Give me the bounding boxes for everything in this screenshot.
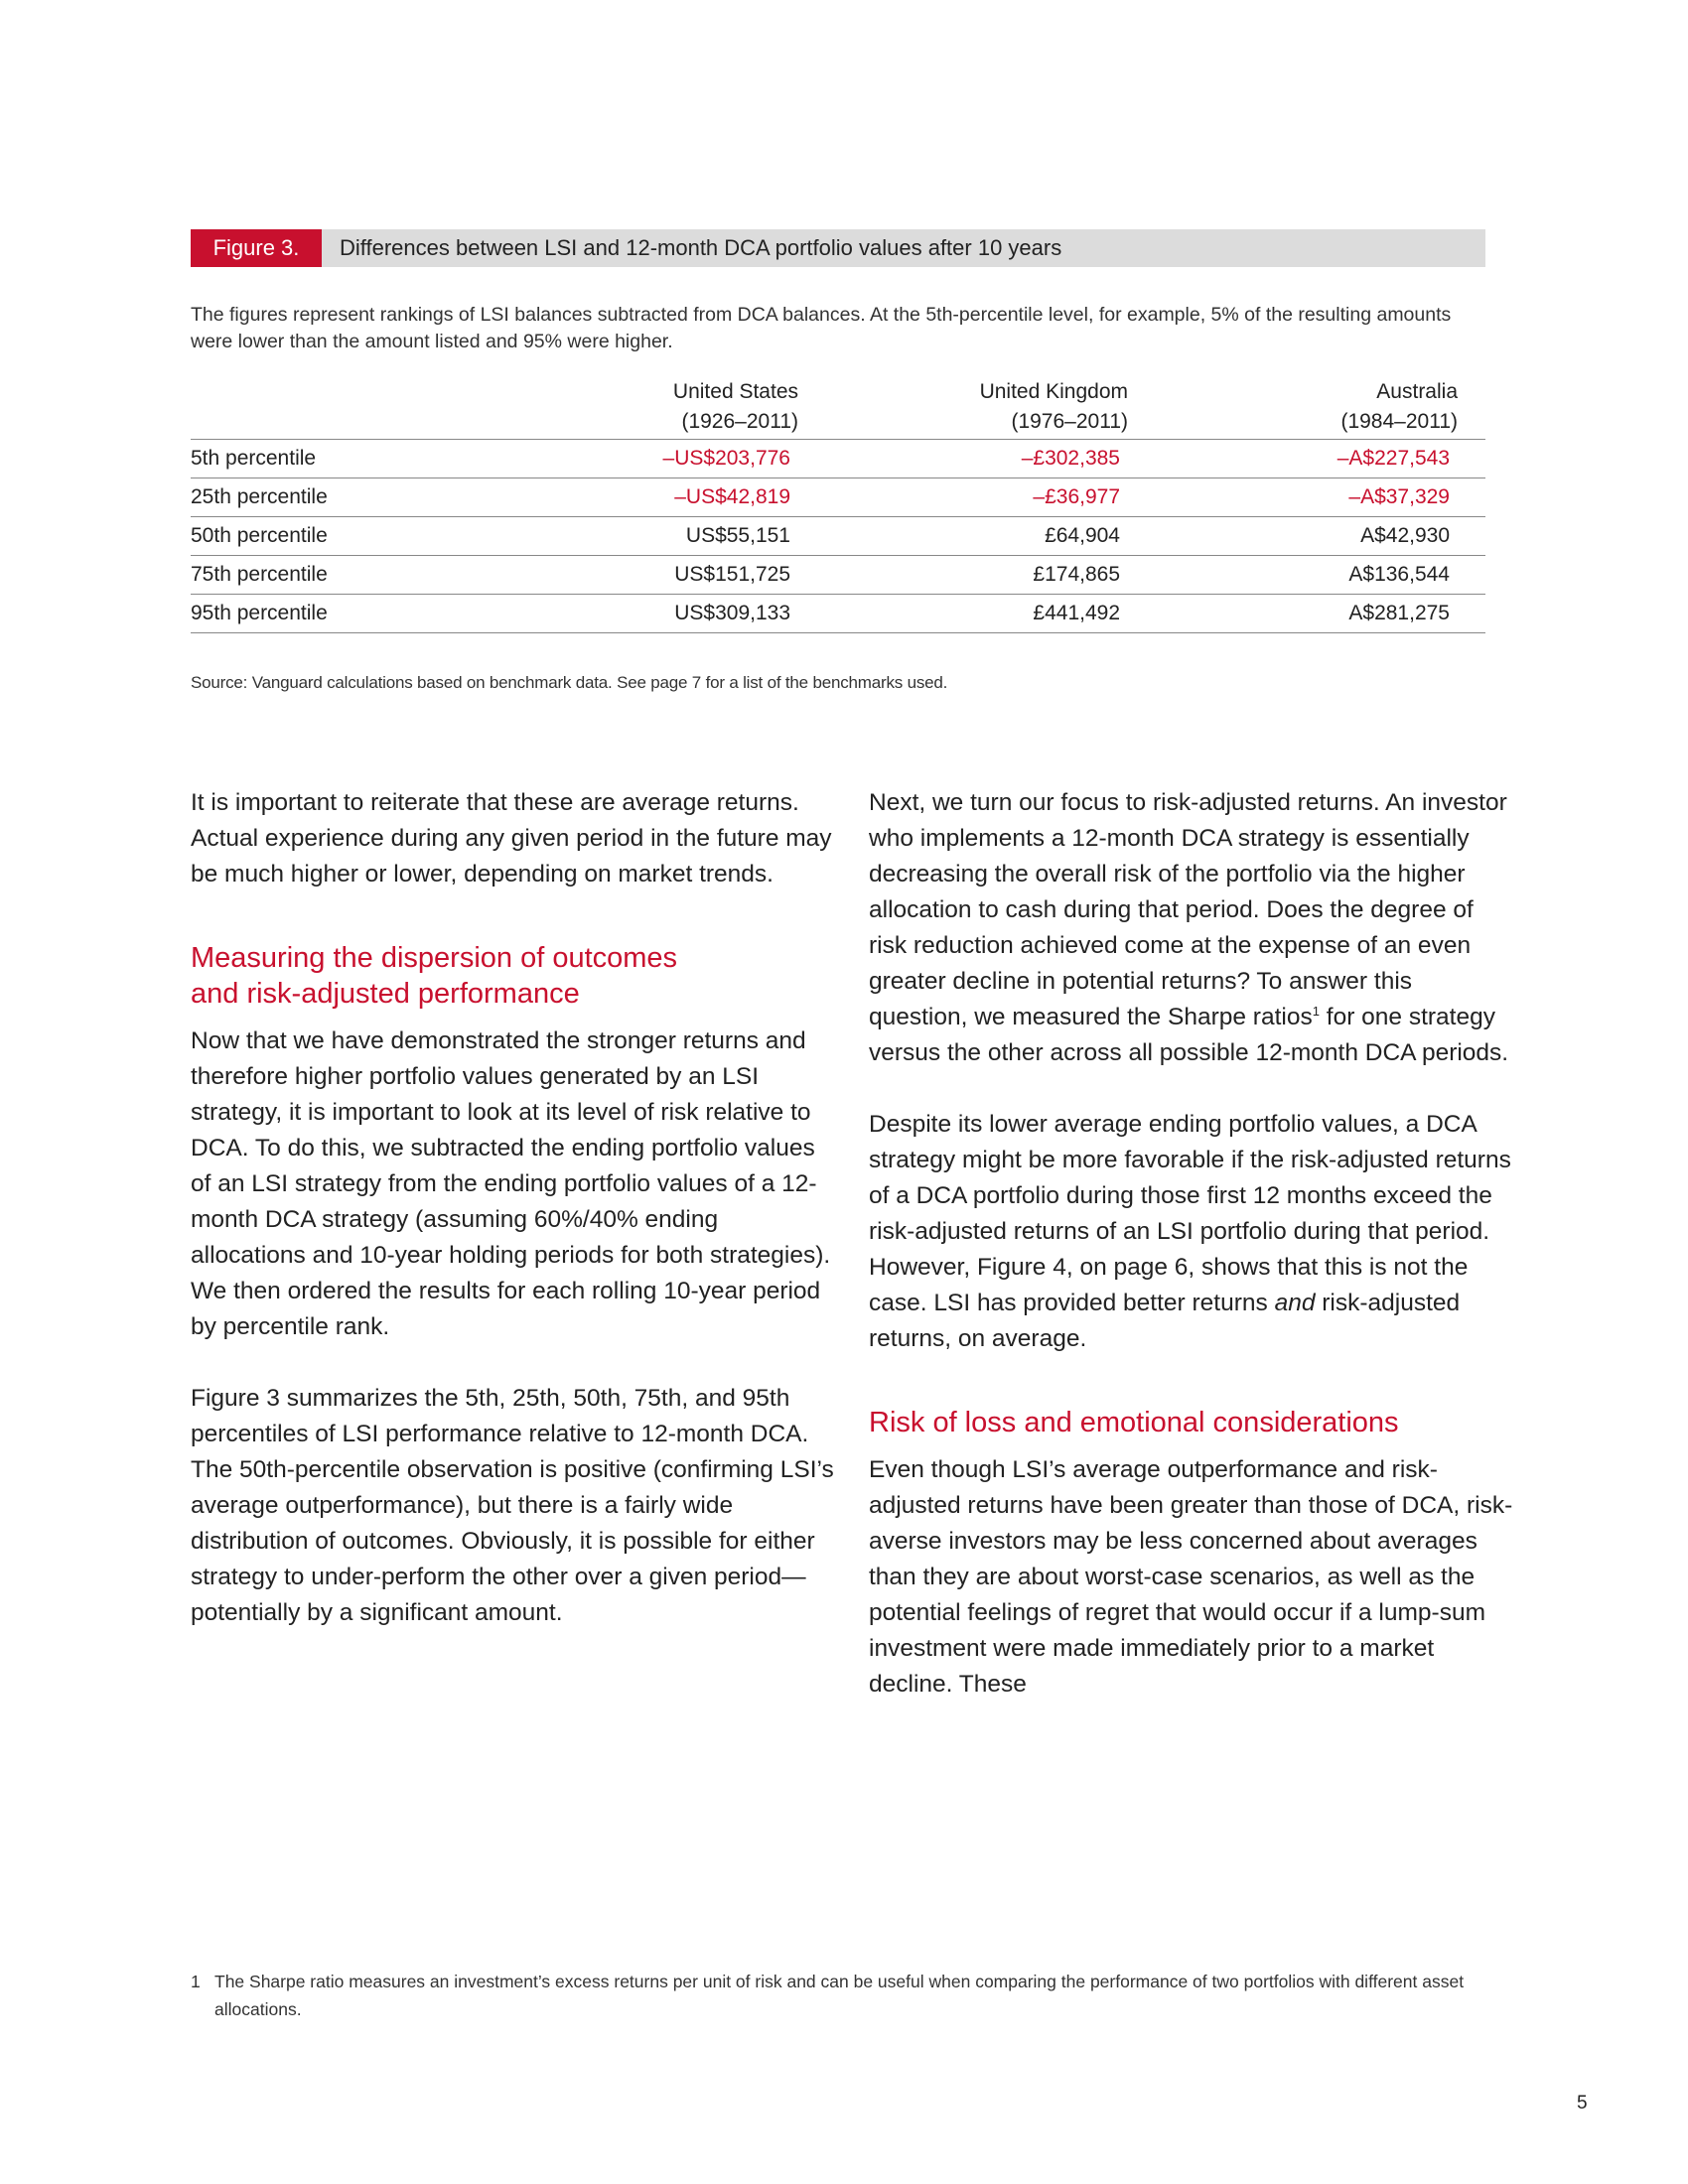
paragraph: It is important to reiterate that these are average returns. Actual experience during any given period in the future may be much higher or lower, depending on market trends.: [191, 789, 832, 887]
figure-reference: Figure 4: [976, 1254, 1066, 1281]
cell-au: A$281,275: [1348, 602, 1450, 624]
column-header-uk: [980, 377, 1128, 437]
cell-au: –A$227,543: [1336, 447, 1450, 470]
right-text-column: [869, 785, 1514, 1703]
heading-line: Measuring the dispersion of outcomes: [191, 942, 678, 974]
table-row: [191, 556, 1485, 595]
cell-uk: £174,865: [1033, 563, 1120, 586]
column-header-us: [673, 377, 798, 437]
table-row: [191, 595, 1485, 633]
paragraph: [869, 785, 1514, 1071]
paragraph-text: summarizes the 5th, 25th, 50th, 75th, and 95th percentiles of LSI performance relative to 12-month DCA. The 50th-percentile observation is positive (confirming LSI’s average outperformance), but there is a fairly wide distribution of outcomes. Obviously, it is possible for either strategy to under-perform the other over a given period—potentially by a significant amount.: [191, 1385, 834, 1626]
cell-us: US$55,151: [685, 524, 790, 547]
row-label: 25th percentile: [191, 485, 328, 508]
table-row: [191, 478, 1485, 517]
row-label: 95th percentile: [191, 602, 328, 624]
paragraph: [869, 1107, 1514, 1357]
figure-title: Differences between LSI and 12-month DCA portfolio values after 10 years: [340, 235, 1062, 260]
column-period: (1984–2011): [1340, 410, 1458, 433]
footnote-number: 1: [191, 1972, 201, 1991]
figure-reference: Figure 3: [191, 1385, 280, 1412]
percentile-table: [191, 377, 1485, 633]
table-row: [191, 440, 1485, 478]
column-period: (1926–2011): [681, 410, 798, 433]
paragraph-text: risk-adjusted returns, on average.: [869, 1290, 1461, 1352]
footnote-marker: 1: [1312, 1003, 1320, 1019]
cell-us: US$309,133: [674, 602, 790, 624]
paragraph-text: for one strategy versus the other across all possible 12-month DCA periods.: [869, 1004, 1509, 1066]
emphasis: and: [1274, 1290, 1316, 1316]
table-body: [191, 440, 1485, 633]
paragraph: Even though LSI’s average outperformance and risk-adjusted returns have been greater than those of DCA, risk-averse investors may be less concerned about averages than they are about worst-case scenarios, as well as the potential feelings of regret that would occur if a lump-sum investment were made immediately prior to a market decline. These: [869, 1456, 1513, 1698]
row-label: 50th percentile: [191, 524, 328, 547]
cell-au: A$42,930: [1360, 524, 1450, 547]
cell-uk: £441,492: [1033, 602, 1120, 624]
cell-us: –US$42,819: [674, 485, 790, 508]
table-header: [191, 377, 1485, 440]
column-header-au: [1340, 377, 1458, 437]
page-number: 5: [1577, 2093, 1588, 2114]
paragraph-text: Next, we turn our focus to risk-adjusted returns. An investor who implements a 12-month DCA strategy is essentially decreasing the overall risk of the portfolio via the higher allocation to cash during that period. Does the degree of risk reduction achieved come at the expense of an even greater decline in potential returns? To answer this question, we measured the Sharpe ratios: [869, 789, 1507, 1030]
left-text-column: [191, 785, 836, 1631]
figure-tag: Figure 3.: [191, 229, 322, 267]
cell-uk: £64,904: [1045, 524, 1120, 547]
section-heading: Risk of loss and emotional considerations: [869, 1407, 1399, 1438]
row-label: 5th percentile: [191, 447, 317, 470]
column-name: United Kingdom: [979, 380, 1128, 403]
paragraph: [191, 1381, 836, 1631]
heading-line: and risk-adjusted performance: [191, 978, 580, 1010]
column-name: United States: [672, 380, 798, 403]
figure-header: [191, 229, 1485, 267]
column-period: (1976–2011): [1011, 410, 1128, 433]
column-name: Australia: [1376, 380, 1458, 403]
paragraph-text: Despite its lower average ending portfolio values, a DCA strategy might be more favorable if the risk-adjusted returns of a DCA portfolio during those first 12 months exceed the risk-adjusted returns of an LSI portfolio during that period. However,: [869, 1111, 1511, 1281]
paragraph: Now that we have demonstrated the stronger returns and therefore higher portfolio values generated by an LSI strategy, it is important to look at its level of risk relative to DCA. To do this, we subtracted the ending portfolio values of an LSI strategy from the ending portfolio values of a 12-month DCA strategy (assuming 60%/40% ending allocations and 10-year holding periods for both strategies). We then ordered the results for each rolling 10-year period by percentile rank.: [191, 1027, 831, 1340]
cell-us: US$151,725: [674, 563, 790, 586]
cell-au: A$136,544: [1348, 563, 1450, 586]
cell-au: –A$37,329: [1348, 485, 1450, 508]
cell-uk: –£302,385: [1021, 447, 1120, 470]
row-label: 75th percentile: [191, 563, 328, 586]
footnote-text: The Sharpe ratio measures an investment’s excess returns per unit of risk and can be useful when comparing the performance of two portfolios with different asset allocations.: [214, 1972, 1465, 2019]
figure-source: Source: Vanguard calculations based on benchmark data. See page 7 for a list of the benchmarks used.: [191, 673, 948, 692]
cell-us: –US$203,776: [662, 447, 790, 470]
table-row: [191, 517, 1485, 556]
section-heading: [191, 940, 836, 1012]
cell-uk: –£36,977: [1033, 485, 1120, 508]
paragraph-text: , on page 6, shows that this is not the case. LSI has provided better returns: [869, 1254, 1469, 1316]
figure-intro: The figures represent rankings of LSI balances subtracted from DCA balances. At the 5th-percentile level, for example, 5% of the resulting amounts were lower than the amount listed and 95% were higher.: [191, 304, 1452, 352]
